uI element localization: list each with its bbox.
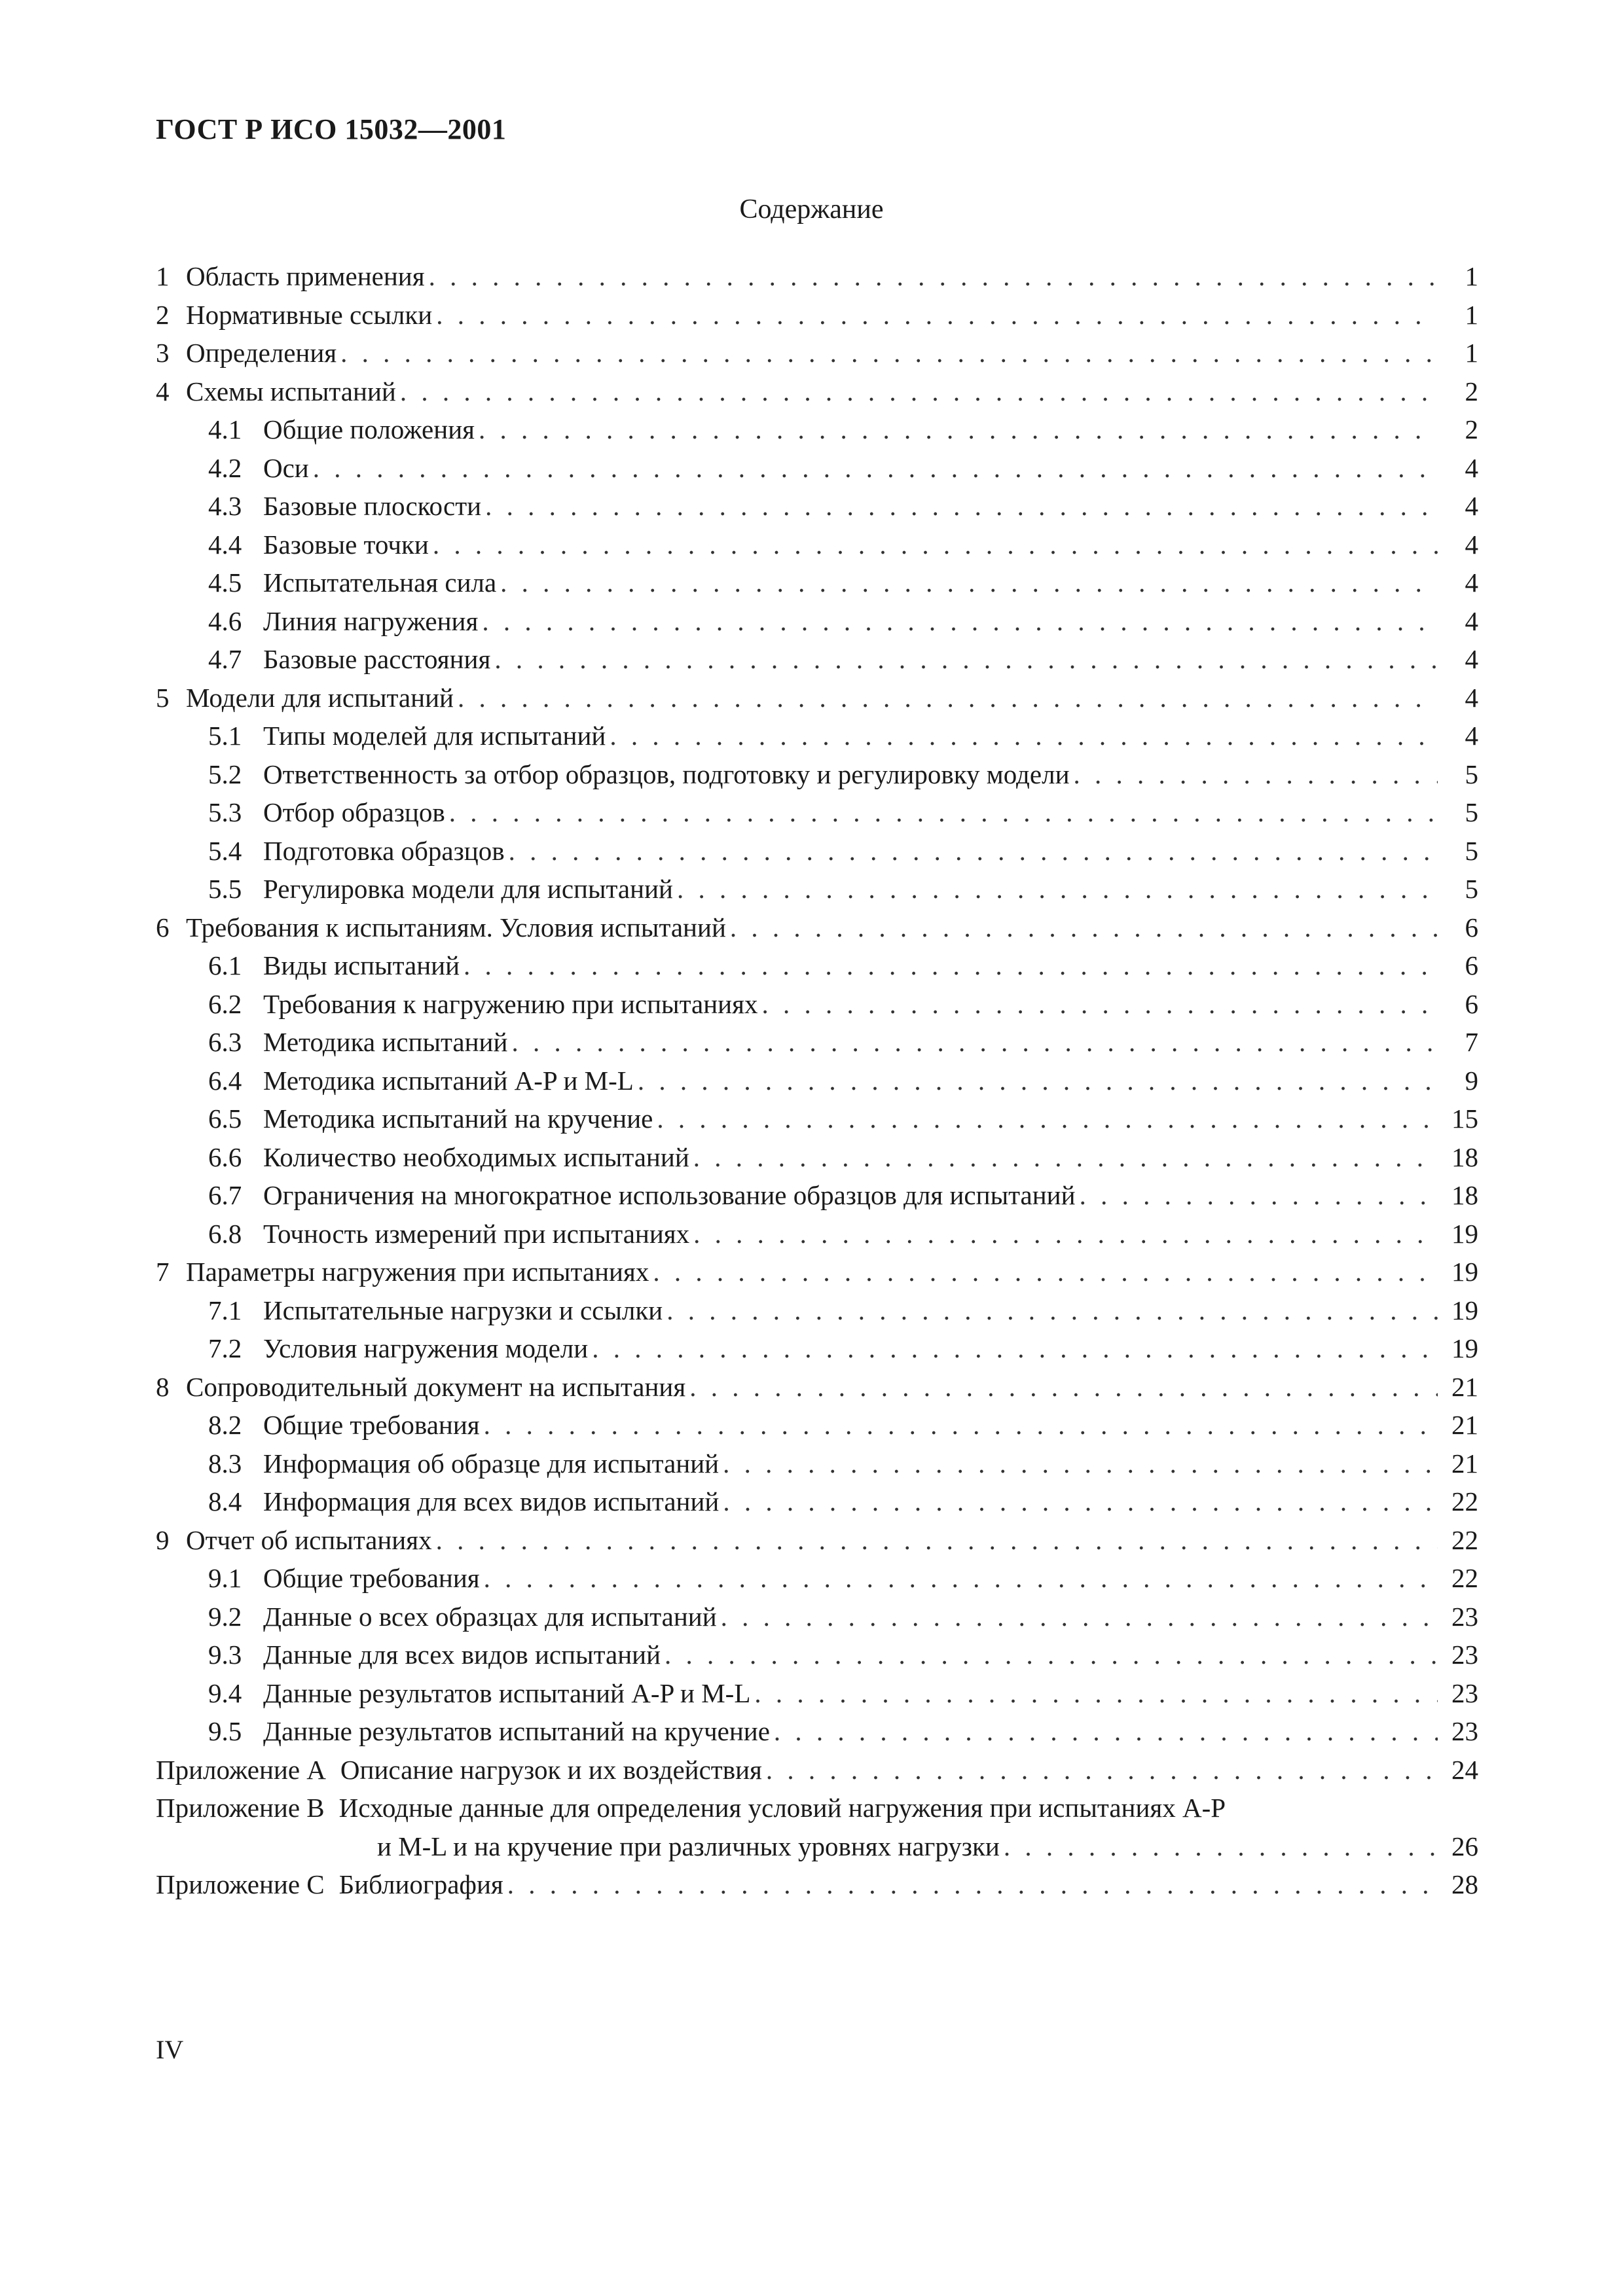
toc-entry-label: Сопроводительный документ на испытания bbox=[186, 1371, 686, 1402]
toc-entry-label: Методика испытаний bbox=[263, 1027, 508, 1057]
toc-entry-page: 15 bbox=[1451, 1103, 1478, 1134]
dot-leader bbox=[479, 410, 1438, 449]
toc-entry-number: 6.2 bbox=[208, 988, 242, 1019]
toc-entry-page: 22 bbox=[1451, 1486, 1478, 1516]
toc-entry-page: 4 bbox=[1465, 452, 1478, 483]
dot-leader bbox=[1074, 755, 1438, 794]
page-number: IV bbox=[156, 2035, 184, 2064]
toc-entry[interactable] bbox=[156, 679, 1478, 717]
toc-entry[interactable] bbox=[156, 296, 1478, 334]
toc-entry-page: 4 bbox=[1465, 721, 1478, 751]
toc-entry[interactable] bbox=[156, 1406, 1478, 1444]
dot-leader bbox=[340, 334, 1438, 372]
toc-entry-label-line1: Исходные данные для определения условий нагружения при испытаниях A-P bbox=[338, 1793, 1226, 1823]
dot-leader bbox=[400, 372, 1438, 411]
toc-entry[interactable] bbox=[156, 870, 1478, 908]
dot-leader bbox=[721, 1598, 1438, 1636]
toc-entry[interactable] bbox=[156, 1329, 1478, 1368]
toc-entry-page: 26 bbox=[1451, 1831, 1478, 1861]
toc-entry[interactable] bbox=[156, 793, 1478, 832]
toc-entry-page: 2 bbox=[1465, 414, 1478, 444]
toc-entry[interactable] bbox=[156, 1176, 1478, 1215]
dot-leader bbox=[693, 1215, 1438, 1253]
toc-entry[interactable] bbox=[156, 1482, 1478, 1521]
toc-entry[interactable] bbox=[156, 1215, 1478, 1253]
document-code: ГОСТ Р ИСО 15032—2001 bbox=[156, 113, 507, 145]
toc-entry-number: 4.4 bbox=[208, 529, 242, 560]
table-of-contents bbox=[156, 257, 1478, 1904]
toc-entry-page: 1 bbox=[1465, 299, 1478, 330]
toc-entry-page: 19 bbox=[1451, 1295, 1478, 1325]
toc-entry-number: 8.2 bbox=[208, 1410, 242, 1440]
dot-leader bbox=[500, 564, 1438, 602]
toc-entry-page: 5 bbox=[1465, 797, 1478, 827]
toc-entry-label: Методика испытаний на кручение bbox=[263, 1103, 653, 1134]
toc-entry-label: Регулировка модели для испытаний bbox=[263, 874, 673, 904]
dot-leader bbox=[754, 1674, 1438, 1713]
toc-entry[interactable] bbox=[156, 946, 1478, 985]
toc-entry-page: 6 bbox=[1465, 912, 1478, 942]
toc-entry-number: 6.8 bbox=[208, 1218, 242, 1249]
toc-entry-label: Определения bbox=[186, 338, 337, 368]
dot-leader bbox=[774, 1712, 1438, 1751]
toc-entry[interactable] bbox=[156, 1444, 1478, 1483]
dot-leader bbox=[693, 1138, 1438, 1177]
toc-entry-number: 6.5 bbox=[208, 1103, 242, 1134]
dot-leader bbox=[433, 526, 1438, 564]
toc-title: Содержание bbox=[739, 194, 884, 224]
toc-entry-number: Приложение B bbox=[156, 1793, 325, 1823]
dot-leader bbox=[730, 908, 1438, 947]
toc-entry[interactable] bbox=[156, 1636, 1478, 1674]
toc-entry-page: 4 bbox=[1465, 605, 1478, 636]
toc-entry-page: 2 bbox=[1465, 376, 1478, 406]
toc-entry-number: 6.1 bbox=[208, 950, 242, 980]
toc-entry-number: 4.1 bbox=[208, 414, 242, 444]
dot-leader bbox=[610, 717, 1438, 755]
toc-entry-number: 2 bbox=[156, 299, 170, 330]
toc-entry[interactable] bbox=[156, 1023, 1478, 1062]
toc-entry[interactable] bbox=[156, 908, 1478, 947]
toc-entry-label: Оси bbox=[263, 452, 309, 483]
toc-entry-label: Базовые точки bbox=[263, 529, 429, 560]
dot-leader bbox=[484, 1406, 1438, 1444]
toc-entry-number: 4.7 bbox=[208, 644, 242, 674]
toc-entry-label: Условия нагружения модели bbox=[263, 1333, 589, 1363]
dot-leader bbox=[761, 985, 1438, 1024]
dot-leader bbox=[509, 832, 1438, 870]
toc-entry-page: 5 bbox=[1465, 835, 1478, 866]
toc-entry[interactable] bbox=[156, 1598, 1478, 1636]
toc-entry-page: 18 bbox=[1451, 1180, 1478, 1210]
dot-leader bbox=[677, 870, 1438, 908]
toc-entry[interactable] bbox=[156, 257, 1478, 296]
toc-entry[interactable] bbox=[156, 1100, 1478, 1138]
toc-entry-label: Отбор образцов bbox=[263, 797, 445, 827]
dot-leader bbox=[638, 1062, 1438, 1100]
toc-entry-number: 9.2 bbox=[208, 1601, 242, 1632]
dot-leader bbox=[666, 1291, 1438, 1330]
toc-entry-number: 4.5 bbox=[208, 567, 242, 598]
toc-entry-page: 19 bbox=[1451, 1333, 1478, 1363]
toc-entry-label: Данные о всех образцах для испытаний bbox=[263, 1601, 717, 1632]
toc-entry-page: 7 bbox=[1465, 1027, 1478, 1057]
toc-entry-number: 6.6 bbox=[208, 1141, 242, 1172]
toc-entry-label: Модели для испытаний bbox=[186, 682, 454, 713]
toc-entry-label: Виды испытаний bbox=[263, 950, 460, 980]
toc-entry-number: 7 bbox=[156, 1257, 170, 1287]
toc-entry-page: 23 bbox=[1451, 1601, 1478, 1632]
dot-leader bbox=[494, 640, 1438, 679]
dot-leader bbox=[1004, 1827, 1438, 1866]
toc-entry-number: 8.3 bbox=[208, 1448, 242, 1479]
toc-entry-number: 9.5 bbox=[208, 1716, 242, 1746]
toc-entry-page: 6 bbox=[1465, 988, 1478, 1019]
toc-entry-number: 8 bbox=[156, 1371, 170, 1402]
toc-entry-number: 7.2 bbox=[208, 1333, 242, 1363]
toc-entry[interactable] bbox=[156, 410, 1478, 449]
toc-entry-page: 4 bbox=[1465, 567, 1478, 598]
dot-leader bbox=[313, 449, 1438, 488]
toc-entry-number: Приложение C bbox=[156, 1869, 325, 1899]
toc-entry[interactable] bbox=[156, 602, 1478, 641]
toc-entry-page: 1 bbox=[1465, 338, 1478, 368]
toc-entry[interactable] bbox=[156, 1138, 1478, 1177]
toc-entry-page: 21 bbox=[1451, 1448, 1478, 1479]
dot-leader bbox=[511, 1023, 1438, 1062]
toc-entry-label: Требования к испытаниям. Условия испытаний bbox=[186, 912, 726, 942]
toc-entry-number: 6.7 bbox=[208, 1180, 242, 1210]
dot-leader bbox=[723, 1444, 1438, 1483]
toc-entry-label: Общие положения bbox=[263, 414, 475, 444]
toc-entry[interactable] bbox=[156, 487, 1478, 526]
toc-entry-page: 4 bbox=[1465, 644, 1478, 674]
toc-entry-number: 3 bbox=[156, 338, 170, 368]
toc-entry-number: 4.6 bbox=[208, 605, 242, 636]
toc-entry[interactable] bbox=[156, 1291, 1478, 1330]
toc-entry-label: Описание нагрузок и их воздействия bbox=[340, 1754, 762, 1785]
toc-entry-number: 6.3 bbox=[208, 1027, 242, 1057]
toc-entry-number: 6.4 bbox=[208, 1065, 242, 1096]
toc-entry-page: 18 bbox=[1451, 1141, 1478, 1172]
toc-entry-number: 4.3 bbox=[208, 491, 242, 521]
toc-entry-label: Данные результатов испытаний на кручение bbox=[263, 1716, 770, 1746]
toc-entry-page: 24 bbox=[1451, 1754, 1478, 1785]
dot-leader bbox=[665, 1636, 1438, 1674]
toc-entry[interactable] bbox=[156, 1253, 1478, 1291]
toc-entry-label: Параметры нагружения при испытаниях bbox=[186, 1257, 649, 1287]
toc-entry-number: 8.4 bbox=[208, 1486, 242, 1516]
toc-entry-page: 5 bbox=[1465, 759, 1478, 789]
toc-entry[interactable] bbox=[156, 526, 1478, 564]
toc-entry-number: Приложение A bbox=[156, 1754, 326, 1785]
toc-entry-label: Общие требования bbox=[263, 1410, 480, 1440]
toc-entry-page: 9 bbox=[1465, 1065, 1478, 1096]
toc-entry-number: 1 bbox=[156, 261, 170, 291]
toc-entry-page: 21 bbox=[1451, 1371, 1478, 1402]
dot-leader bbox=[485, 487, 1438, 526]
toc-entry[interactable] bbox=[156, 449, 1478, 488]
toc-entry-label: Количество необходимых испытаний bbox=[263, 1141, 689, 1172]
toc-entry-appendix-c[interactable] bbox=[156, 1865, 1478, 1904]
dot-leader bbox=[766, 1751, 1438, 1789]
toc-entry-label: Схемы испытаний bbox=[186, 376, 396, 406]
toc-entry[interactable] bbox=[156, 640, 1478, 679]
dot-leader bbox=[507, 1865, 1438, 1904]
toc-entry-page: 19 bbox=[1451, 1257, 1478, 1287]
toc-entry-label: Библиография bbox=[338, 1869, 503, 1899]
toc-entry-page: 6 bbox=[1465, 950, 1478, 980]
dot-leader bbox=[592, 1329, 1438, 1368]
dot-leader bbox=[449, 793, 1438, 832]
toc-entry-page: 22 bbox=[1451, 1524, 1478, 1555]
toc-entry-page: 5 bbox=[1465, 874, 1478, 904]
toc-entry-number: 6 bbox=[156, 912, 170, 942]
toc-entry-page: 23 bbox=[1451, 1716, 1478, 1746]
toc-entry-label: Требования к нагружению при испытаниях bbox=[263, 988, 758, 1019]
toc-entry-page: 4 bbox=[1465, 491, 1478, 521]
toc-entry-label: Ответственность за отбор образцов, подготовку и регулировку модели bbox=[263, 759, 1070, 789]
toc-entry-label: Общие требования bbox=[263, 1563, 480, 1593]
toc-entry[interactable] bbox=[156, 832, 1478, 870]
toc-entry-appendix-b[interactable] bbox=[156, 1789, 1478, 1865]
toc-entry-page: 19 bbox=[1451, 1218, 1478, 1249]
toc-entry-label: Подготовка образцов bbox=[263, 835, 505, 866]
dot-leader bbox=[1080, 1176, 1438, 1215]
dot-leader bbox=[464, 946, 1438, 985]
dot-leader bbox=[653, 1253, 1438, 1291]
toc-entry[interactable] bbox=[156, 372, 1478, 411]
toc-entry-label-line2: и M-L и на кручение при различных уровнях нагрузки bbox=[377, 1831, 1000, 1861]
dot-leader bbox=[436, 296, 1438, 334]
toc-entry-number: 9.3 bbox=[208, 1640, 242, 1670]
toc-entry-page: 4 bbox=[1465, 529, 1478, 560]
toc-entry-label: Базовые расстояния bbox=[263, 644, 491, 674]
toc-entry[interactable] bbox=[156, 1712, 1478, 1751]
toc-entry-page: 23 bbox=[1451, 1640, 1478, 1670]
dot-leader bbox=[458, 679, 1438, 717]
toc-entry-label: Информация для всех видов испытаний bbox=[263, 1486, 720, 1516]
toc-entry-number: 5 bbox=[156, 682, 170, 713]
toc-entry-label: Линия нагружения bbox=[263, 605, 479, 636]
dot-leader bbox=[482, 602, 1438, 641]
toc-entry-number: 5.4 bbox=[208, 835, 242, 866]
toc-entry-label: Ограничения на многократное использование образцов для испытаний bbox=[263, 1180, 1076, 1210]
toc-entry-label: Методика испытаний A-P и M-L bbox=[263, 1065, 634, 1096]
toc-entry-number: 5.5 bbox=[208, 874, 242, 904]
toc-entry-page: 28 bbox=[1451, 1869, 1478, 1899]
toc-entry[interactable] bbox=[156, 564, 1478, 602]
toc-entry-label: Точность измерений при испытаниях bbox=[263, 1218, 690, 1249]
dot-leader bbox=[689, 1368, 1438, 1407]
toc-entry-page: 23 bbox=[1451, 1677, 1478, 1708]
toc-entry-number: 5.2 bbox=[208, 759, 242, 789]
toc-entry-label: Отчет об испытаниях bbox=[186, 1524, 432, 1555]
dot-leader bbox=[657, 1100, 1438, 1138]
toc-entry-page: 22 bbox=[1451, 1563, 1478, 1593]
toc-entry-number: 5.1 bbox=[208, 721, 242, 751]
toc-entry-label: Информация об образце для испытаний bbox=[263, 1448, 720, 1479]
toc-entry-number: 9.1 bbox=[208, 1563, 242, 1593]
toc-entry-label: Нормативные ссылки bbox=[186, 299, 433, 330]
toc-entry[interactable] bbox=[156, 334, 1478, 372]
toc-entry[interactable] bbox=[156, 1368, 1478, 1407]
toc-entry-page: 4 bbox=[1465, 682, 1478, 713]
toc-entry-number: 4.2 bbox=[208, 452, 242, 483]
toc-entry-number: 4 bbox=[156, 376, 170, 406]
dot-leader bbox=[484, 1559, 1438, 1598]
dot-leader bbox=[436, 1521, 1438, 1560]
toc-entry-label: Область применения bbox=[186, 261, 425, 291]
toc-entry-label: Испытательные нагрузки и ссылки bbox=[263, 1295, 663, 1325]
toc-entry[interactable] bbox=[156, 1521, 1478, 1560]
toc-entry[interactable] bbox=[156, 755, 1478, 794]
toc-entry[interactable] bbox=[156, 717, 1478, 755]
dot-leader bbox=[429, 257, 1438, 296]
toc-entry-number: 5.3 bbox=[208, 797, 242, 827]
toc-entry-label: Данные результатов испытаний A-P и M-L bbox=[263, 1677, 751, 1708]
toc-entry-number: 9 bbox=[156, 1524, 170, 1555]
toc-entry-label: Базовые плоскости bbox=[263, 491, 482, 521]
toc-entry[interactable] bbox=[156, 985, 1478, 1024]
toc-entry-label: Данные для всех видов испытаний bbox=[263, 1640, 661, 1670]
toc-entry-label: Испытательная сила bbox=[263, 567, 497, 598]
toc-entry[interactable] bbox=[156, 1062, 1478, 1100]
toc-entry-label: Типы моделей для испытаний bbox=[263, 721, 606, 751]
toc-entry-page: 1 bbox=[1465, 261, 1478, 291]
toc-entry-appendix-a[interactable] bbox=[156, 1751, 1478, 1789]
toc-entry[interactable] bbox=[156, 1559, 1478, 1598]
toc-entry[interactable] bbox=[156, 1674, 1478, 1713]
dot-leader bbox=[723, 1482, 1438, 1521]
toc-entry-number: 9.4 bbox=[208, 1677, 242, 1708]
toc-entry-number: 7.1 bbox=[208, 1295, 242, 1325]
toc-entry-page: 21 bbox=[1451, 1410, 1478, 1440]
